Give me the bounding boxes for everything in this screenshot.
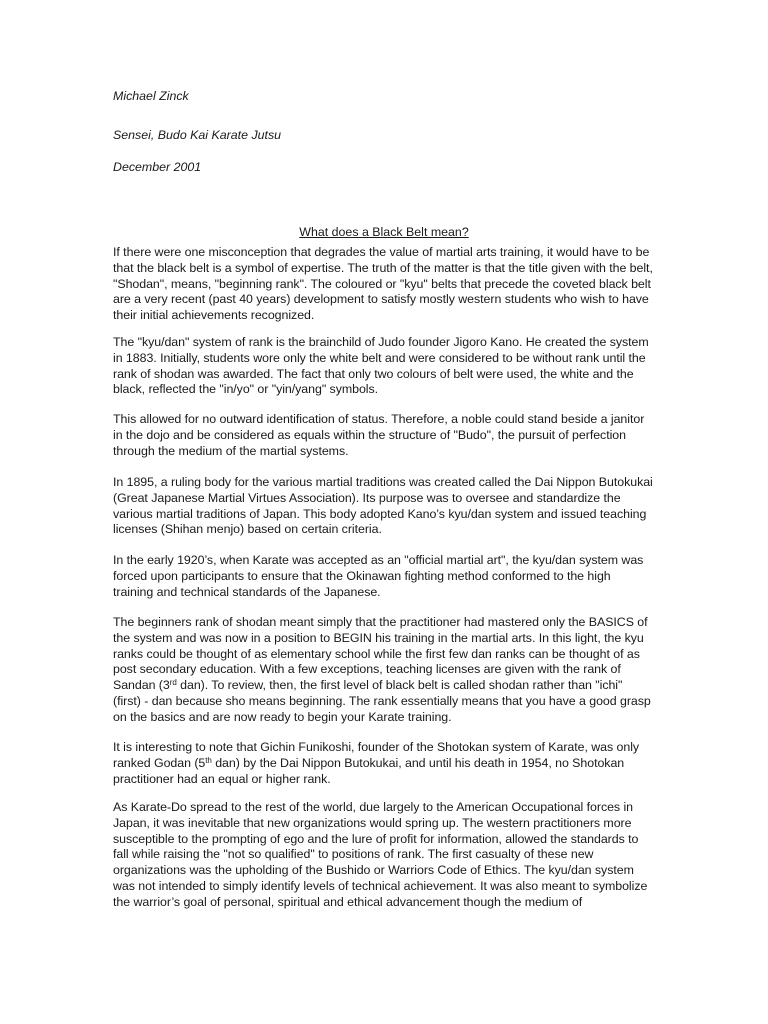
paragraph-1: If there were one misconception that degrades the value of martial arts training, it would have to be that the black belt is a symbol of expertise. The truth of the matter is that the title given with the belt, "Shodan", means, "beginning rank". The coloured or "kyu" belts that precede the coveted black belt are a very recent (past 40 years) development to satisfy mostly western students who wish to have their initial achievements recognized.: [113, 245, 653, 323]
ordinal-suffix: th: [205, 755, 212, 765]
paragraph-3: This allowed for no outward identification of status. Therefore, a noble could stand beside a janitor in the dojo and be considered as equals within the structure of "Budo", the pursuit of perfection through the medium of the martial systems.: [113, 412, 645, 458]
document-date: December 2001: [113, 160, 202, 174]
paragraph-5: In the early 1920’s, when Karate was accepted as an "official martial art", the kyu/dan system was forced upon participants to ensure that the Okinawan fighting method conformed to the high training and technical standards of the Japanese.: [113, 553, 644, 599]
paragraph-6-text-b: dan). To review, then, the first level of black belt is called shodan rather than "ichi" (first) - dan because sho means beginning. The rank essentially means that you have a good grasp on the basics and are now ready to begin your Karate training.: [113, 678, 651, 724]
paragraph-6: [113, 615, 653, 726]
ordinal-suffix: rd: [169, 678, 177, 688]
paragraph-7-text-a: It is interesting to note that Gichin Funikoshi, founder of the Shotokan system of Karate, was only ranked Godan (5: [113, 740, 640, 770]
paragraph-7-text-b: dan) by the Dai Nippon Butokukai, and until his death in 1954, no Shotokan practitioner had an equal or higher rank.: [113, 755, 625, 786]
author-role: Sensei, Budo Kai Karate Jutsu: [113, 128, 282, 142]
paragraph-2: The "kyu/dan" system of rank is the brainchild of Judo founder Jigoro Kano. He created the system in 1883. Initially, students wore only the white belt and were considered to be without rank until the rank of shodan was awarded. The fact that only two colours of belt were used, the white and the black, reflected the "in/yo" or "yin/yang" symbols.: [113, 335, 649, 397]
paragraph-4: In 1895, a ruling body for the various martial traditions was created called the Dai Nippon Butokukai (Great Japanese Martial Virtues Association). Its purpose was to oversee and standardize the various martial traditions of Japan. This body adopted Kano’s kyu/dan system and issued teaching licenses (Shihan menjo) based on certain criteria.: [113, 475, 653, 537]
document-title: What does a Black Belt mean?: [299, 225, 469, 239]
paragraph-7: [113, 740, 653, 787]
paragraph-6-text-a: The beginners rank of shodan meant simply that the practitioner had mastered only the BASICS of the system and was now in a position to BEGIN his training in the martial arts. In this light, the kyu ranks could be thought of as elementary school while the first few dan ranks can be thought of as post secondary education. With a few exceptions, teaching licenses are given with the rank of Sandan (3: [113, 615, 648, 693]
paragraph-8: As Karate-Do spread to the rest of the world, due largely to the American Occupational forces in Japan, it was inevitable that new organizations would spring up. The western practitioners more susceptible to the prompting of ego and the lure of profit for information, allowed the standards to fall while raising the "not so qualified" to positions of rank. The first casualty of these new organizations was the upholding of the Bushido or Warriors Code of Ethics. The kyu/dan system was not intended to simply identify levels of technical achievement. It was also meant to symbolize the warrior’s goal of personal, spiritual and ethical advancement though the medium of: [113, 800, 648, 909]
author-name: Michael Zinck: [113, 89, 189, 103]
